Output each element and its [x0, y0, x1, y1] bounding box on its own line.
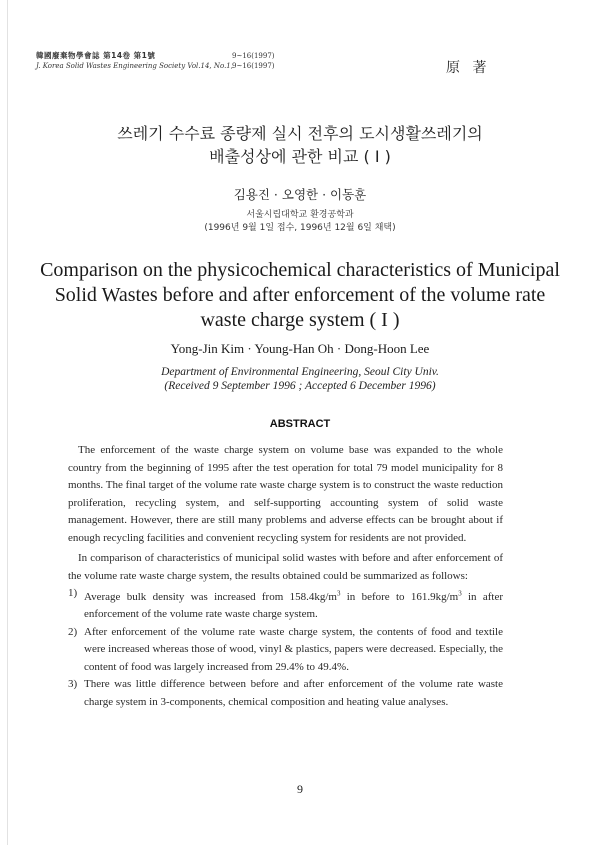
english-dates: (Received 9 September 1996 ; Accepted 6 December 1996)	[164, 380, 436, 392]
english-affiliation: Department of Environmental Engineering, Seoul City Univ.	[161, 366, 439, 378]
english-affiliation-block	[0, 365, 600, 393]
korean-affiliation: 서울시립대학교 환경공학과	[246, 210, 354, 220]
english-title-line-2: Solid Wastes before and after enforcement of the volume rate	[54, 284, 546, 306]
journal-name-korean: 韓國廢棄物學會誌 第14卷 第1號	[36, 51, 156, 60]
list-item	[68, 676, 503, 711]
english-title	[40, 258, 560, 333]
abstract-body	[68, 442, 503, 711]
journal-pages-english: 9~16(1997)	[232, 62, 275, 70]
page-number: 9	[297, 782, 303, 796]
list-item-number: 1)	[68, 587, 78, 599]
list-item-text: Average bulk density was increased from $158.4kg/m^3$ in before to $161.9kg/m^3$ in after enforcement of the volume rate waste charge system.	[84, 589, 503, 621]
korean-title	[0, 122, 600, 168]
list-item-text: There was little difference between before and after enforcement of the volume rate waste charge system in 3-components, chemical composition and heating value analyses.	[84, 678, 503, 708]
results-list	[68, 585, 503, 711]
korean-authors: 김용진 · 오영한 · 이동훈	[233, 187, 367, 202]
korean-title-line-1: 쓰레기 수수료 종량제 실시 전후의 도시생활쓰레기의	[117, 124, 483, 143]
abstract-paragraph-2: In comparison of characteristics of municipal solid wastes with before and after enforcement of the volume rate waste charge system, the results obtained could be summarized as follows:	[68, 552, 503, 582]
english-authors: Yong-Jin Kim · Young-Han Oh · Dong-Hoon Lee	[170, 341, 430, 356]
english-title-line-1: Comparison on the physicochemical characteristics of Municipal	[40, 259, 560, 281]
article-type-tag: 原 著	[446, 60, 491, 76]
english-title-line-3: waste charge system ( I )	[200, 309, 400, 331]
korean-title-line-2: 배출성상에 관한 비교 ( I )	[209, 147, 391, 166]
list-item-number: 2)	[68, 625, 78, 638]
list-item-text: After enforcement of the volume rate waste charge system, the contents of food and textile were increased whereas those of wood, vinyl & plastics, papers were decreased. Especially, the content of food was largely increased from 29.4% to 49.4%.	[84, 625, 503, 673]
journal-name-english: J. Korea Solid Wastes Engineering Society Vol.14, No.1,	[36, 62, 233, 70]
korean-affiliation-block	[0, 209, 600, 235]
abstract-heading: ABSTRACT	[269, 418, 331, 430]
journal-pages-korean: 9~16(1997)	[232, 52, 275, 60]
abstract-paragraph-1: The enforcement of the waste charge system on volume base was expanded to the whole country from the beginning of 1995 after the test operation for total 79 model municipality for 8 months. The final target of the volume rate waste charge system is to construct the waste reduction proliferation, recycling system, and self-supporting accounting system of solid waste management. However, there are still many problems and adverse effects can be brought about if enough recycling facilities and convenient recycling system for residents are not provided.	[68, 444, 503, 544]
list-item	[68, 624, 503, 677]
korean-dates: (1996년 9월 1일 접수, 1996년 12월 6일 채택)	[204, 223, 396, 233]
list-item-number: 3)	[68, 678, 78, 691]
list-item	[68, 585, 503, 624]
journal-header	[36, 51, 275, 71]
